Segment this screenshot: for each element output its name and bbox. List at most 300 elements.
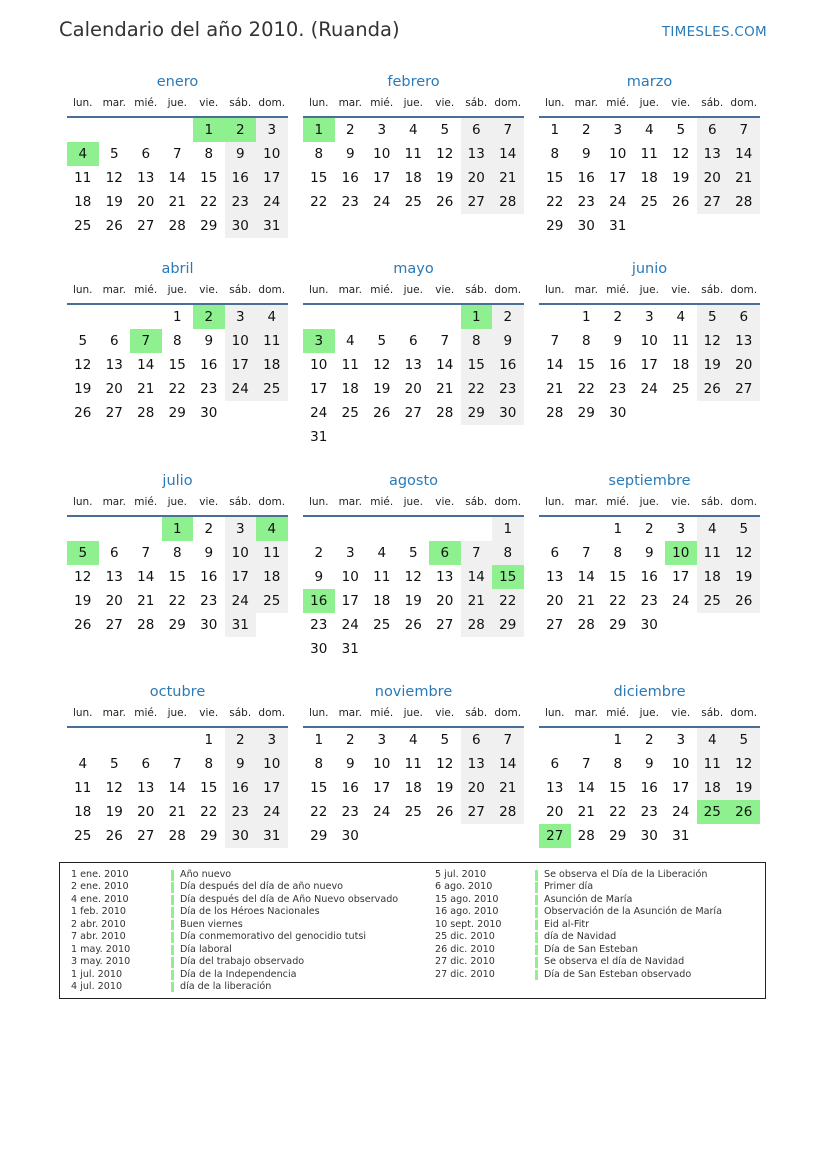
day-cell[interactable]: 9	[225, 142, 257, 166]
day-cell[interactable]: 6	[697, 118, 729, 142]
day-cell[interactable]: 19	[672, 170, 690, 186]
day-cell[interactable]: 19	[74, 381, 92, 397]
day-cell[interactable]: 5	[440, 122, 450, 138]
day-cell[interactable]: 31	[256, 824, 288, 848]
day-cell[interactable]: 10	[225, 329, 257, 353]
day-cell[interactable]: 22	[168, 593, 186, 609]
day-cell[interactable]: 7	[461, 541, 493, 565]
day-cell[interactable]: 8	[314, 756, 324, 772]
day-cell[interactable]: 15	[310, 780, 328, 796]
day-cell[interactable]: 3	[345, 545, 355, 561]
day-cell[interactable]: 29	[200, 828, 218, 844]
day-cell[interactable]: 28	[577, 617, 595, 633]
day-cell[interactable]: 29	[492, 613, 524, 637]
day-cell[interactable]: 16	[225, 166, 257, 190]
day-cell[interactable]: 5	[377, 333, 387, 349]
day-cell[interactable]: 26	[697, 377, 729, 401]
day-cell[interactable]: 2	[613, 309, 623, 325]
day-cell[interactable]: 29	[168, 405, 186, 421]
day-cell[interactable]: 25	[74, 828, 92, 844]
day-cell[interactable]: 1	[581, 309, 591, 325]
day-cell[interactable]: 6	[550, 545, 560, 561]
day-cell[interactable]: 23	[310, 617, 328, 633]
day-cell[interactable]: 15	[546, 170, 564, 186]
day-cell[interactable]: 5	[697, 305, 729, 329]
day-cell[interactable]: 31	[341, 641, 359, 657]
day-cell[interactable]: 4	[256, 305, 288, 329]
day-cell[interactable]: 7	[440, 333, 450, 349]
day-cell[interactable]: 20	[137, 804, 155, 820]
day-cell[interactable]: 30	[492, 401, 524, 425]
day-cell[interactable]: 24	[640, 381, 658, 397]
day-cell[interactable]: 30	[310, 641, 328, 657]
holiday-day[interactable]: 4	[256, 517, 288, 541]
day-cell[interactable]: 25	[74, 218, 92, 234]
day-cell[interactable]: 12	[436, 756, 454, 772]
day-cell[interactable]: 25	[373, 617, 391, 633]
day-cell[interactable]: 13	[546, 780, 564, 796]
day-cell[interactable]: 20	[105, 381, 123, 397]
day-cell[interactable]: 18	[404, 170, 422, 186]
day-cell[interactable]: 3	[377, 732, 387, 748]
day-cell[interactable]: 17	[256, 776, 288, 800]
day-cell[interactable]: 26	[105, 828, 123, 844]
holiday-day[interactable]: 1	[303, 118, 335, 142]
day-cell[interactable]: 18	[341, 381, 359, 397]
day-cell[interactable]: 30	[577, 218, 595, 234]
day-cell[interactable]: 17	[672, 569, 690, 585]
day-cell[interactable]: 16	[200, 357, 218, 373]
day-cell[interactable]: 11	[697, 541, 729, 565]
day-cell[interactable]: 1	[172, 309, 182, 325]
day-cell[interactable]: 3	[613, 122, 623, 138]
day-cell[interactable]: 25	[256, 377, 288, 401]
day-cell[interactable]: 20	[436, 593, 454, 609]
day-cell[interactable]: 10	[640, 333, 658, 349]
day-cell[interactable]: 29	[577, 405, 595, 421]
day-cell[interactable]: 15	[310, 170, 328, 186]
day-cell[interactable]: 22	[200, 194, 218, 210]
day-cell[interactable]: 13	[105, 357, 123, 373]
day-cell[interactable]: 14	[137, 357, 155, 373]
day-cell[interactable]: 26	[672, 194, 690, 210]
day-cell[interactable]: 10	[256, 142, 288, 166]
day-cell[interactable]: 7	[492, 118, 524, 142]
day-cell[interactable]: 20	[728, 353, 760, 377]
day-cell[interactable]: 6	[408, 333, 418, 349]
day-cell[interactable]: 1	[314, 732, 324, 748]
day-cell[interactable]: 3	[377, 122, 387, 138]
holiday-day[interactable]: 3	[303, 329, 335, 353]
day-cell[interactable]: 28	[168, 218, 186, 234]
day-cell[interactable]: 5	[676, 122, 686, 138]
day-cell[interactable]: 2	[644, 732, 654, 748]
day-cell[interactable]: 28	[577, 828, 595, 844]
day-cell[interactable]: 18	[640, 170, 658, 186]
day-cell[interactable]: 12	[74, 569, 92, 585]
day-cell[interactable]: 18	[74, 804, 92, 820]
day-cell[interactable]: 13	[697, 142, 729, 166]
day-cell[interactable]: 28	[492, 800, 524, 824]
day-cell[interactable]: 9	[345, 146, 355, 162]
day-cell[interactable]: 28	[461, 613, 493, 637]
day-cell[interactable]: 15	[577, 357, 595, 373]
holiday-day[interactable]: 2	[193, 305, 225, 329]
day-cell[interactable]: 17	[225, 565, 257, 589]
day-cell[interactable]: 6	[461, 118, 493, 142]
day-cell[interactable]: 23	[577, 194, 595, 210]
holiday-day[interactable]: 27	[539, 824, 571, 848]
day-cell[interactable]: 22	[168, 381, 186, 397]
day-cell[interactable]: 26	[728, 589, 760, 613]
day-cell[interactable]: 10	[225, 541, 257, 565]
day-cell[interactable]: 7	[172, 756, 182, 772]
day-cell[interactable]: 20	[461, 776, 493, 800]
day-cell[interactable]: 5	[728, 517, 760, 541]
day-cell[interactable]: 28	[436, 405, 454, 421]
day-cell[interactable]: 29	[310, 828, 328, 844]
day-cell[interactable]: 30	[640, 617, 658, 633]
day-cell[interactable]: 30	[225, 824, 257, 848]
day-cell[interactable]: 22	[609, 593, 627, 609]
day-cell[interactable]: 22	[461, 377, 493, 401]
day-cell[interactable]: 20	[404, 381, 422, 397]
day-cell[interactable]: 21	[436, 381, 454, 397]
day-cell[interactable]: 7	[141, 545, 151, 561]
day-cell[interactable]: 11	[74, 780, 92, 796]
day-cell[interactable]: 6	[109, 333, 119, 349]
day-cell[interactable]: 8	[492, 541, 524, 565]
day-cell[interactable]: 27	[105, 617, 123, 633]
day-cell[interactable]: 8	[172, 545, 182, 561]
day-cell[interactable]: 18	[74, 194, 92, 210]
day-cell[interactable]: 22	[546, 194, 564, 210]
day-cell[interactable]: 3	[256, 728, 288, 752]
day-cell[interactable]: 20	[546, 804, 564, 820]
holiday-day[interactable]: 1	[162, 517, 194, 541]
day-cell[interactable]: 8	[172, 333, 182, 349]
day-cell[interactable]: 17	[341, 593, 359, 609]
day-cell[interactable]: 28	[168, 828, 186, 844]
day-cell[interactable]: 25	[404, 194, 422, 210]
day-cell[interactable]: 10	[341, 569, 359, 585]
day-cell[interactable]: 21	[492, 776, 524, 800]
day-cell[interactable]: 24	[609, 194, 627, 210]
day-cell[interactable]: 28	[137, 405, 155, 421]
day-cell[interactable]: 24	[256, 800, 288, 824]
day-cell[interactable]: 29	[609, 617, 627, 633]
day-cell[interactable]: 17	[373, 170, 391, 186]
day-cell[interactable]: 3	[225, 517, 257, 541]
day-cell[interactable]: 24	[256, 190, 288, 214]
day-cell[interactable]: 5	[728, 728, 760, 752]
day-cell[interactable]: 22	[200, 804, 218, 820]
day-cell[interactable]: 12	[373, 357, 391, 373]
day-cell[interactable]: 28	[137, 617, 155, 633]
day-cell[interactable]: 4	[697, 728, 729, 752]
day-cell[interactable]: 27	[728, 377, 760, 401]
day-cell[interactable]: 28	[546, 405, 564, 421]
day-cell[interactable]: 31	[256, 214, 288, 238]
day-cell[interactable]: 28	[492, 190, 524, 214]
day-cell[interactable]: 14	[168, 780, 186, 796]
day-cell[interactable]: 23	[200, 593, 218, 609]
day-cell[interactable]: 17	[373, 780, 391, 796]
day-cell[interactable]: 10	[609, 146, 627, 162]
day-cell[interactable]: 14	[137, 569, 155, 585]
day-cell[interactable]: 23	[225, 190, 257, 214]
holiday-day[interactable]: 1	[193, 118, 225, 142]
day-cell[interactable]: 5	[408, 545, 418, 561]
day-cell[interactable]: 21	[137, 593, 155, 609]
day-cell[interactable]: 24	[225, 377, 257, 401]
holiday-day[interactable]: 26	[728, 800, 760, 824]
day-cell[interactable]: 22	[577, 381, 595, 397]
day-cell[interactable]: 21	[492, 166, 524, 190]
day-cell[interactable]: 6	[550, 756, 560, 772]
day-cell[interactable]: 11	[256, 541, 288, 565]
day-cell[interactable]: 24	[310, 405, 328, 421]
day-cell[interactable]: 21	[577, 804, 595, 820]
day-cell[interactable]: 16	[577, 170, 595, 186]
day-cell[interactable]: 13	[404, 357, 422, 373]
day-cell[interactable]: 14	[461, 565, 493, 589]
day-cell[interactable]: 3	[225, 305, 257, 329]
day-cell[interactable]: 1	[613, 521, 623, 537]
day-cell[interactable]: 31	[672, 828, 690, 844]
day-cell[interactable]: 14	[168, 170, 186, 186]
day-cell[interactable]: 13	[137, 780, 155, 796]
day-cell[interactable]: 11	[404, 756, 422, 772]
day-cell[interactable]: 25	[697, 589, 729, 613]
day-cell[interactable]: 11	[373, 569, 391, 585]
day-cell[interactable]: 30	[640, 828, 658, 844]
day-cell[interactable]: 11	[640, 146, 658, 162]
day-cell[interactable]: 16	[640, 569, 658, 585]
day-cell[interactable]: 7	[172, 146, 182, 162]
day-cell[interactable]: 24	[373, 804, 391, 820]
day-cell[interactable]: 22	[310, 194, 328, 210]
holiday-day[interactable]: 5	[67, 541, 99, 565]
holiday-day[interactable]: 2	[225, 118, 257, 142]
day-cell[interactable]: 16	[200, 569, 218, 585]
day-cell[interactable]: 15	[168, 357, 186, 373]
day-cell[interactable]: 8	[550, 146, 560, 162]
day-cell[interactable]: 21	[168, 194, 186, 210]
day-cell[interactable]: 22	[492, 589, 524, 613]
day-cell[interactable]: 1	[613, 732, 623, 748]
day-cell[interactable]: 20	[137, 194, 155, 210]
day-cell[interactable]: 31	[609, 218, 627, 234]
day-cell[interactable]: 1	[550, 122, 560, 138]
day-cell[interactable]: 11	[404, 146, 422, 162]
day-cell[interactable]: 23	[640, 593, 658, 609]
day-cell[interactable]: 27	[461, 800, 493, 824]
day-cell[interactable]: 25	[256, 589, 288, 613]
day-cell[interactable]: 2	[492, 305, 524, 329]
day-cell[interactable]: 19	[74, 593, 92, 609]
day-cell[interactable]: 16	[341, 780, 359, 796]
day-cell[interactable]: 8	[613, 545, 623, 561]
day-cell[interactable]: 12	[697, 329, 729, 353]
day-cell[interactable]: 15	[609, 780, 627, 796]
day-cell[interactable]: 18	[697, 565, 729, 589]
day-cell[interactable]: 24	[672, 804, 690, 820]
day-cell[interactable]: 14	[546, 357, 564, 373]
brand-logo[interactable]: TIMESLES.COM	[661, 24, 767, 40]
day-cell[interactable]: 16	[640, 780, 658, 796]
day-cell[interactable]: 23	[609, 381, 627, 397]
day-cell[interactable]: 17	[609, 170, 627, 186]
day-cell[interactable]: 29	[168, 617, 186, 633]
day-cell[interactable]: 4	[345, 333, 355, 349]
day-cell[interactable]: 26	[74, 617, 92, 633]
day-cell[interactable]: 31	[310, 429, 328, 445]
day-cell[interactable]: 19	[728, 776, 760, 800]
day-cell[interactable]: 27	[137, 828, 155, 844]
day-cell[interactable]: 10	[256, 752, 288, 776]
day-cell[interactable]: 28	[728, 190, 760, 214]
day-cell[interactable]: 5	[109, 756, 119, 772]
day-cell[interactable]: 21	[461, 589, 493, 613]
day-cell[interactable]: 27	[546, 617, 564, 633]
day-cell[interactable]: 31	[225, 613, 257, 637]
day-cell[interactable]: 26	[74, 405, 92, 421]
day-cell[interactable]: 21	[546, 381, 564, 397]
day-cell[interactable]: 18	[373, 593, 391, 609]
day-cell[interactable]: 3	[676, 732, 686, 748]
day-cell[interactable]: 29	[546, 218, 564, 234]
day-cell[interactable]: 12	[672, 146, 690, 162]
day-cell[interactable]: 19	[373, 381, 391, 397]
day-cell[interactable]: 18	[404, 780, 422, 796]
day-cell[interactable]: 12	[404, 569, 422, 585]
day-cell[interactable]: 18	[697, 776, 729, 800]
day-cell[interactable]: 7	[492, 728, 524, 752]
day-cell[interactable]: 10	[310, 357, 328, 373]
day-cell[interactable]: 12	[74, 357, 92, 373]
day-cell[interactable]: 20	[546, 593, 564, 609]
day-cell[interactable]: 5	[109, 146, 119, 162]
day-cell[interactable]: 11	[341, 357, 359, 373]
day-cell[interactable]: 9	[613, 333, 623, 349]
day-cell[interactable]: 25	[341, 405, 359, 421]
day-cell[interactable]: 3	[256, 118, 288, 142]
day-cell[interactable]: 19	[105, 804, 123, 820]
day-cell[interactable]: 12	[728, 541, 760, 565]
day-cell[interactable]: 7	[550, 333, 560, 349]
day-cell[interactable]: 27	[137, 218, 155, 234]
holiday-day[interactable]: 10	[665, 541, 697, 565]
day-cell[interactable]: 23	[341, 194, 359, 210]
day-cell[interactable]: 13	[728, 329, 760, 353]
day-cell[interactable]: 24	[373, 194, 391, 210]
day-cell[interactable]: 9	[492, 329, 524, 353]
day-cell[interactable]: 25	[404, 804, 422, 820]
day-cell[interactable]: 18	[256, 565, 288, 589]
day-cell[interactable]: 24	[672, 593, 690, 609]
day-cell[interactable]: 17	[310, 381, 328, 397]
day-cell[interactable]: 19	[728, 565, 760, 589]
day-cell[interactable]: 17	[225, 353, 257, 377]
day-cell[interactable]: 5	[78, 333, 88, 349]
day-cell[interactable]: 12	[728, 752, 760, 776]
day-cell[interactable]: 4	[408, 122, 418, 138]
day-cell[interactable]: 19	[697, 353, 729, 377]
day-cell[interactable]: 15	[200, 170, 218, 186]
day-cell[interactable]: 11	[672, 333, 690, 349]
day-cell[interactable]: 25	[672, 381, 690, 397]
day-cell[interactable]: 21	[577, 593, 595, 609]
day-cell[interactable]: 24	[341, 617, 359, 633]
day-cell[interactable]: 4	[377, 545, 387, 561]
day-cell[interactable]: 18	[672, 357, 690, 373]
day-cell[interactable]: 7	[581, 545, 591, 561]
day-cell[interactable]: 27	[404, 405, 422, 421]
holiday-day[interactable]: 16	[303, 589, 335, 613]
day-cell[interactable]: 14	[436, 357, 454, 373]
day-cell[interactable]: 15	[609, 569, 627, 585]
day-cell[interactable]: 13	[137, 170, 155, 186]
day-cell[interactable]: 2	[225, 728, 257, 752]
day-cell[interactable]: 22	[609, 804, 627, 820]
day-cell[interactable]: 9	[225, 752, 257, 776]
day-cell[interactable]: 4	[676, 309, 686, 325]
day-cell[interactable]: 26	[436, 804, 454, 820]
day-cell[interactable]: 11	[74, 170, 92, 186]
day-cell[interactable]: 2	[204, 521, 214, 537]
day-cell[interactable]: 1	[204, 732, 214, 748]
holiday-day[interactable]: 4	[67, 142, 99, 166]
holiday-day[interactable]: 25	[697, 800, 729, 824]
day-cell[interactable]: 12	[105, 170, 123, 186]
day-cell[interactable]: 8	[581, 333, 591, 349]
day-cell[interactable]: 27	[461, 190, 493, 214]
day-cell[interactable]: 8	[314, 146, 324, 162]
day-cell[interactable]: 13	[546, 569, 564, 585]
holiday-day[interactable]: 7	[130, 329, 162, 353]
day-cell[interactable]: 13	[105, 569, 123, 585]
day-cell[interactable]: 22	[310, 804, 328, 820]
day-cell[interactable]: 7	[728, 118, 760, 142]
day-cell[interactable]: 27	[697, 190, 729, 214]
day-cell[interactable]: 27	[436, 617, 454, 633]
day-cell[interactable]: 16	[609, 357, 627, 373]
day-cell[interactable]: 1	[492, 517, 524, 541]
day-cell[interactable]: 2	[644, 521, 654, 537]
day-cell[interactable]: 5	[440, 732, 450, 748]
day-cell[interactable]: 21	[728, 166, 760, 190]
day-cell[interactable]: 16	[341, 170, 359, 186]
day-cell[interactable]: 10	[672, 756, 690, 772]
day-cell[interactable]: 12	[436, 146, 454, 162]
day-cell[interactable]: 19	[404, 593, 422, 609]
day-cell[interactable]: 19	[436, 170, 454, 186]
day-cell[interactable]: 7	[581, 756, 591, 772]
day-cell[interactable]: 14	[492, 752, 524, 776]
day-cell[interactable]: 9	[345, 756, 355, 772]
day-cell[interactable]: 3	[676, 521, 686, 537]
day-cell[interactable]: 29	[461, 401, 493, 425]
day-cell[interactable]: 4	[644, 122, 654, 138]
day-cell[interactable]: 8	[461, 329, 493, 353]
day-cell[interactable]: 29	[609, 828, 627, 844]
day-cell[interactable]: 23	[492, 377, 524, 401]
day-cell[interactable]: 21	[168, 804, 186, 820]
holiday-day[interactable]: 1	[461, 305, 493, 329]
day-cell[interactable]: 30	[200, 617, 218, 633]
day-cell[interactable]: 17	[672, 780, 690, 796]
